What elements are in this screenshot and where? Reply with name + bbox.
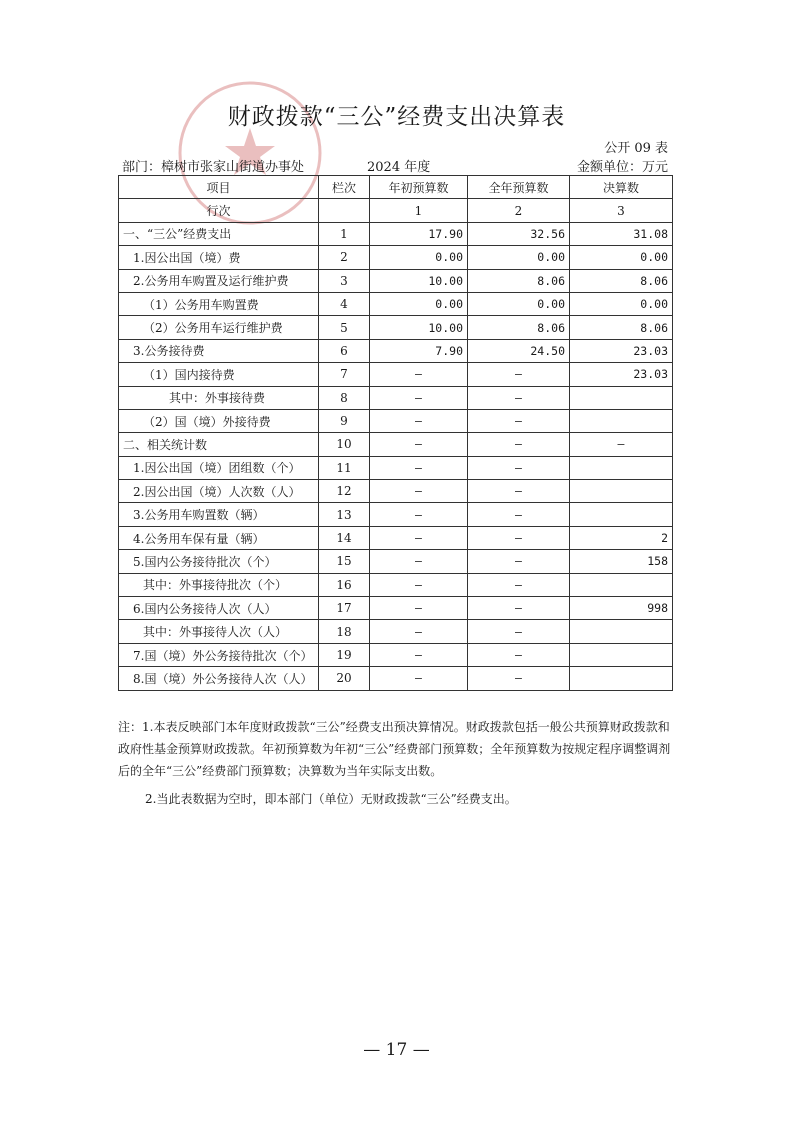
row-no: 6	[319, 339, 370, 362]
table-row	[119, 246, 673, 269]
row-no: 15	[319, 550, 370, 573]
row-annual-budget: —	[468, 433, 570, 456]
row-item: 二、相关统计数	[119, 433, 319, 456]
subheader-col3: 3	[570, 199, 673, 222]
table-row	[119, 386, 673, 409]
row-annual-budget: —	[468, 480, 570, 503]
row-initial-budget: 10.00	[370, 269, 468, 292]
row-no: 9	[319, 409, 370, 432]
row-initial-budget: —	[370, 386, 468, 409]
header-final-accounts: 决算数	[570, 176, 673, 199]
row-final-accounts: 0.00	[570, 292, 673, 315]
row-no: 17	[319, 597, 370, 620]
row-initial-budget: 7.90	[370, 339, 468, 362]
page-title: 财政拨款“三公”经费支出决算表	[227, 104, 566, 130]
row-item: 6.国内公务接待人次（人）	[119, 597, 319, 620]
subheader-no	[319, 199, 370, 222]
row-annual-budget: —	[468, 643, 570, 666]
subheader-item: 行次	[119, 199, 319, 222]
table-row	[119, 433, 673, 456]
row-initial-budget: —	[370, 667, 468, 690]
row-no: 19	[319, 643, 370, 666]
table-row	[119, 503, 673, 526]
header-row	[119, 176, 673, 199]
table-row	[119, 526, 673, 549]
row-initial-budget: —	[370, 456, 468, 479]
row-final-accounts: 158	[570, 550, 673, 573]
row-final-accounts	[570, 667, 673, 690]
fiscal-year: 2024 年度	[367, 160, 431, 175]
table-row	[119, 456, 673, 479]
row-initial-budget: —	[370, 573, 468, 596]
row-item: 7.国（境）外公务接待批次（个）	[119, 643, 319, 666]
header-item: 项目	[119, 176, 319, 199]
row-annual-budget: 24.50	[468, 339, 570, 362]
row-item: （1）国内接待费	[119, 363, 319, 386]
row-annual-budget: —	[468, 503, 570, 526]
row-no: 12	[319, 480, 370, 503]
row-final-accounts: 23.03	[570, 339, 673, 362]
row-item: 3.公务接待费	[119, 339, 319, 362]
row-initial-budget: —	[370, 526, 468, 549]
table-row	[119, 480, 673, 503]
row-annual-budget: 32.56	[468, 222, 570, 245]
row-item: 3.公务用车购置数（辆）	[119, 503, 319, 526]
row-initial-budget: —	[370, 433, 468, 456]
row-item: 1.因公出国（境）费	[119, 246, 319, 269]
row-annual-budget: —	[468, 409, 570, 432]
row-annual-budget: 0.00	[468, 246, 570, 269]
row-annual-budget: —	[468, 597, 570, 620]
row-item: 2.公务用车购置及运行维护费	[119, 269, 319, 292]
header-initial-budget: 年初预算数	[370, 176, 468, 199]
row-final-accounts: 0.00	[570, 246, 673, 269]
row-initial-budget: 0.00	[370, 292, 468, 315]
row-final-accounts: 31.08	[570, 222, 673, 245]
row-final-accounts: 998	[570, 597, 673, 620]
row-annual-budget: —	[468, 620, 570, 643]
row-no: 7	[319, 363, 370, 386]
row-final-accounts	[570, 643, 673, 666]
table-row	[119, 597, 673, 620]
note-2: 2.当此表数据为空时，即本部门（单位）无财政拨款“三公”经费支出。	[145, 792, 517, 806]
header-no: 栏次	[319, 176, 370, 199]
row-initial-budget: —	[370, 550, 468, 573]
row-final-accounts: 8.06	[570, 316, 673, 339]
row-initial-budget: 0.00	[370, 246, 468, 269]
row-item: （2）国（境）外接待费	[119, 409, 319, 432]
row-initial-budget: —	[370, 620, 468, 643]
department-label: 部门：樟树市张家山街道办事处	[122, 160, 305, 175]
row-no: 8	[319, 386, 370, 409]
row-item: 其中：外事接待费	[119, 386, 319, 409]
table-row	[119, 316, 673, 339]
row-annual-budget: 8.06	[468, 316, 570, 339]
row-final-accounts	[570, 456, 673, 479]
row-no: 11	[319, 456, 370, 479]
row-annual-budget: —	[468, 386, 570, 409]
row-item: 其中：外事接待人次（人）	[119, 620, 319, 643]
row-annual-budget: —	[468, 550, 570, 573]
row-initial-budget: —	[370, 503, 468, 526]
table-row	[119, 550, 673, 573]
row-final-accounts: —	[570, 433, 673, 456]
row-item: 2.因公出国（境）人次数（人）	[119, 480, 319, 503]
subheader-row	[119, 199, 673, 222]
row-final-accounts	[570, 409, 673, 432]
row-item: （2）公务用车运行维护费	[119, 316, 319, 339]
table-row	[119, 363, 673, 386]
row-item: 其中：外事接待批次（个）	[119, 573, 319, 596]
table-row	[119, 292, 673, 315]
row-no: 3	[319, 269, 370, 292]
table-row	[119, 643, 673, 666]
row-initial-budget: 17.90	[370, 222, 468, 245]
row-no: 4	[319, 292, 370, 315]
amount-unit: 金额单位：万元	[576, 160, 668, 175]
row-annual-budget: —	[468, 526, 570, 549]
row-no: 20	[319, 667, 370, 690]
row-final-accounts	[570, 386, 673, 409]
row-initial-budget: 10.00	[370, 316, 468, 339]
row-no: 14	[319, 526, 370, 549]
row-final-accounts	[570, 620, 673, 643]
table-row	[119, 222, 673, 245]
row-item: 4.公务用车保有量（辆）	[119, 526, 319, 549]
table-row	[119, 573, 673, 596]
row-no: 13	[319, 503, 370, 526]
row-no: 5	[319, 316, 370, 339]
row-final-accounts	[570, 480, 673, 503]
row-initial-budget: —	[370, 597, 468, 620]
row-initial-budget: —	[370, 480, 468, 503]
row-item: （1）公务用车购置费	[119, 292, 319, 315]
header-annual-budget: 全年预算数	[468, 176, 570, 199]
page-number: — 17 —	[363, 1040, 430, 1060]
row-final-accounts: 8.06	[570, 269, 673, 292]
row-initial-budget: —	[370, 643, 468, 666]
row-final-accounts	[570, 573, 673, 596]
row-annual-budget: —	[468, 456, 570, 479]
table-row	[119, 667, 673, 690]
table-row	[119, 269, 673, 292]
row-no: 1	[319, 222, 370, 245]
row-annual-budget: —	[468, 667, 570, 690]
expense-table	[118, 175, 673, 691]
row-no: 16	[319, 573, 370, 596]
table-row	[119, 409, 673, 432]
subheader-col2: 2	[468, 199, 570, 222]
row-initial-budget: —	[370, 409, 468, 432]
row-final-accounts: 23.03	[570, 363, 673, 386]
row-final-accounts: 2	[570, 526, 673, 549]
table-row	[119, 339, 673, 362]
row-annual-budget: 0.00	[468, 292, 570, 315]
row-item: 一、“三公”经费支出	[119, 222, 319, 245]
form-number: 公开 09 表	[604, 141, 668, 156]
row-no: 18	[319, 620, 370, 643]
row-annual-budget: —	[468, 363, 570, 386]
row-final-accounts	[570, 503, 673, 526]
row-initial-budget: —	[370, 363, 468, 386]
row-item: 8.国（境）外公务接待人次（人）	[119, 667, 319, 690]
row-annual-budget: —	[468, 573, 570, 596]
subheader-col1: 1	[370, 199, 468, 222]
table-row	[119, 620, 673, 643]
row-no: 10	[319, 433, 370, 456]
row-no: 2	[319, 246, 370, 269]
row-item: 5.国内公务接待批次（个）	[119, 550, 319, 573]
row-annual-budget: 8.06	[468, 269, 570, 292]
row-item: 1.因公出国（境）团组数（个）	[119, 456, 319, 479]
note-1: 注：1.本表反映部门本年度财政拨款“三公”经费支出预决算情况。财政拨款包括一般公共预算财政拨款和政府性基金预算财政拨款。年初预算数为年初“三公”经费部门预算数；全年预算数为按规定程序调整调剂后的全年“三公”经费部门预算数；决算数为当年实际支出数。	[118, 720, 671, 778]
